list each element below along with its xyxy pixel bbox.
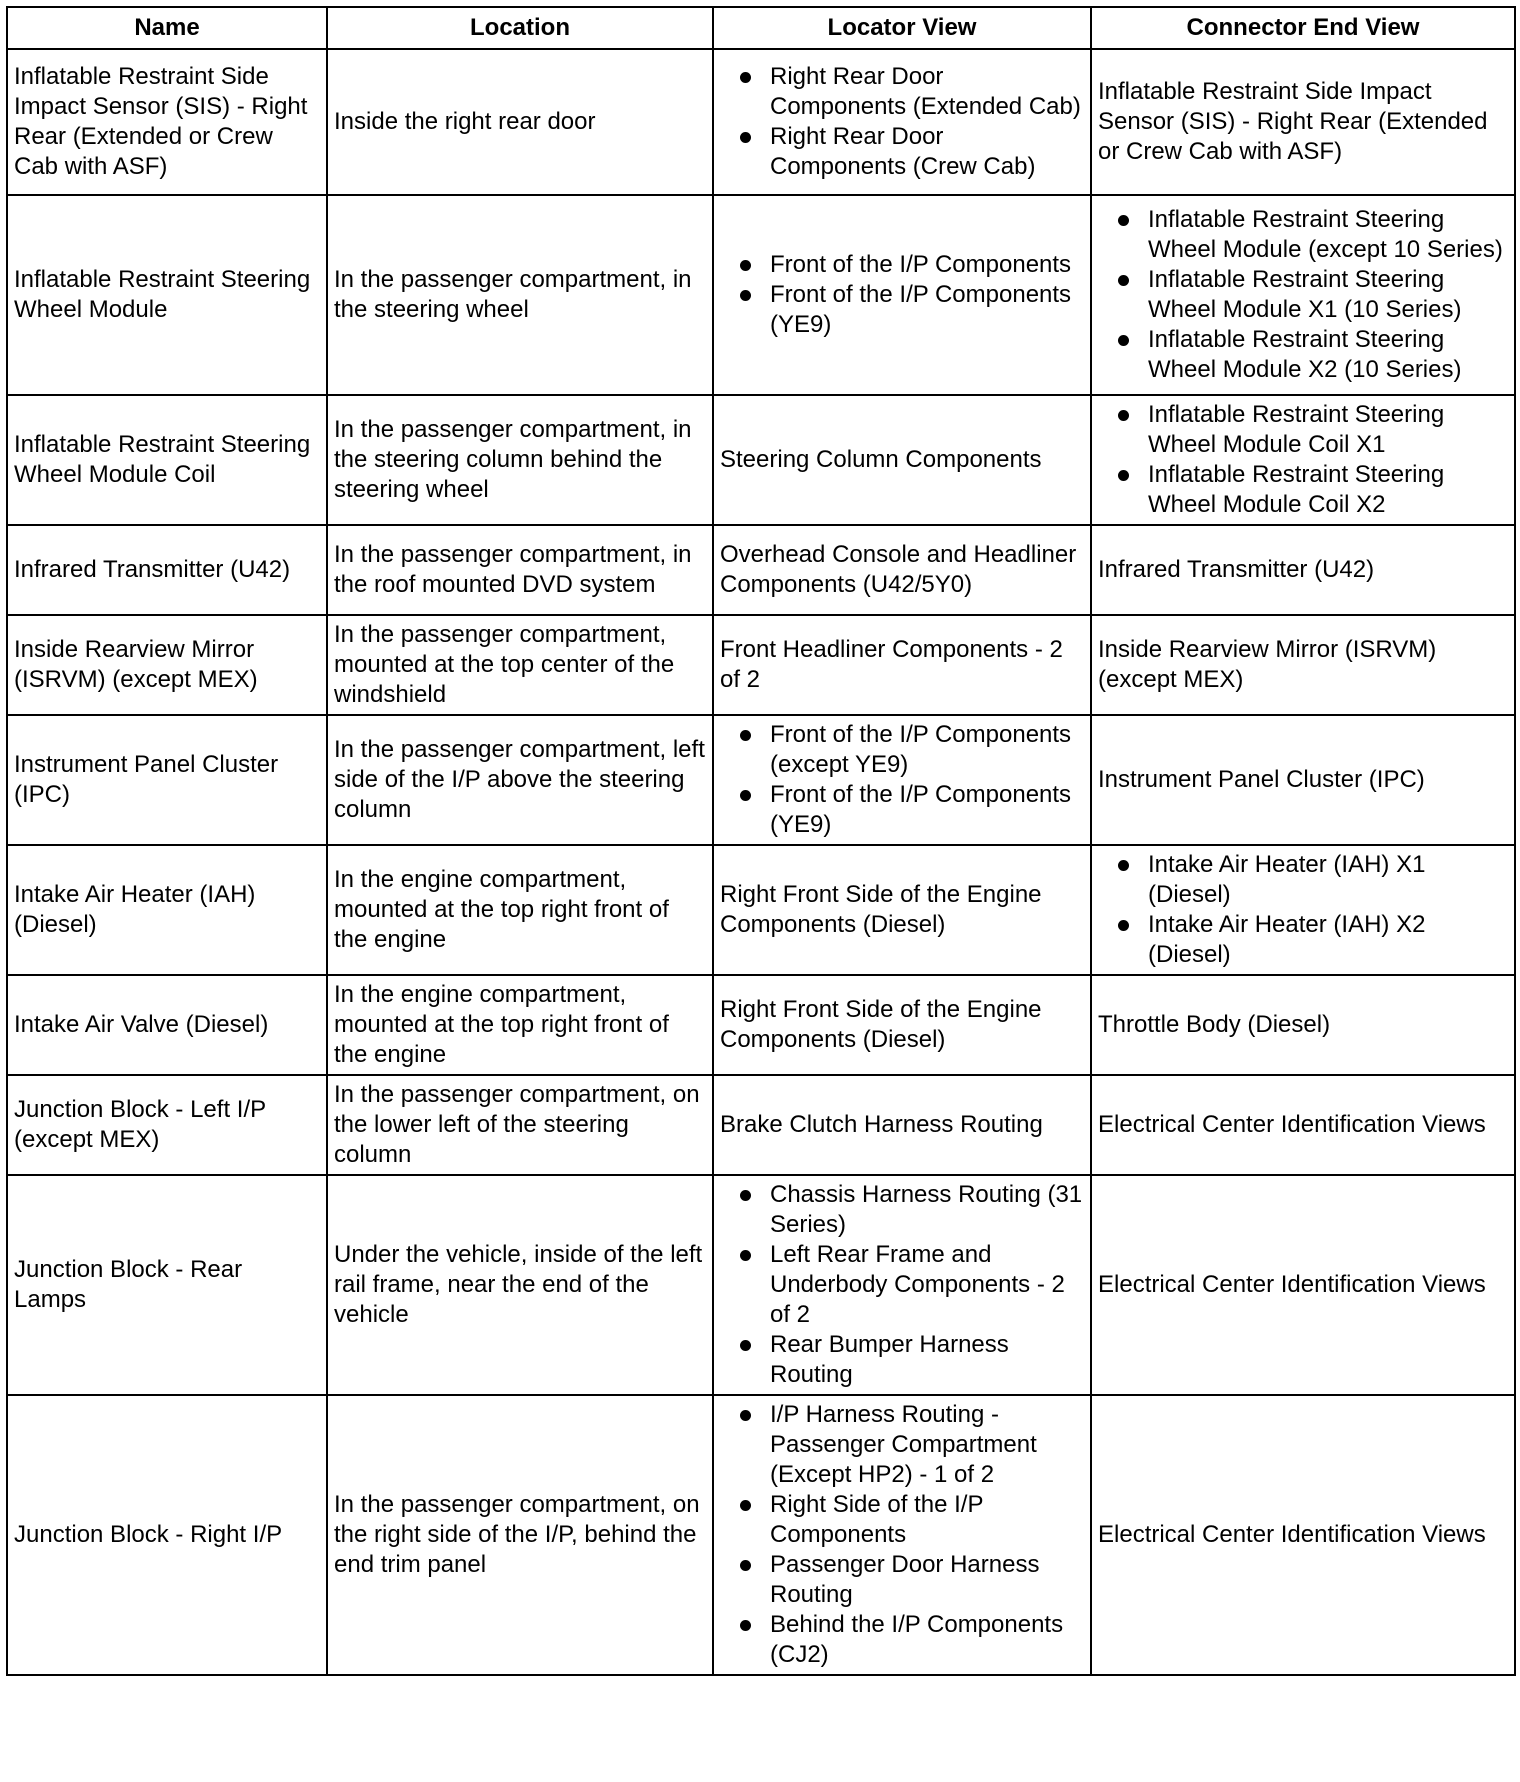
connector-end-view-cell: Electrical Center Identification Views: [1091, 1395, 1515, 1675]
name-cell: Inflatable Restraint Steering Wheel Module Coil: [7, 395, 327, 525]
connector-end-view-cell-list: [1098, 400, 1508, 520]
locator-view-cell: Brake Clutch Harness Routing: [713, 1075, 1091, 1175]
bullet-item: Front of the I/P Components: [720, 250, 1084, 280]
connector-end-view-cell: [1091, 845, 1515, 975]
bullet-item: Right Rear Door Components (Extended Cab): [720, 62, 1084, 122]
name-cell: Junction Block - Right I/P: [7, 1395, 327, 1675]
locator-view-cell-list: [720, 250, 1084, 340]
name-cell: Intake Air Heater (IAH) (Diesel): [7, 845, 327, 975]
connector-end-view-cell: [1091, 395, 1515, 525]
table-row: [7, 1175, 1515, 1395]
connector-end-view-cell: Inflatable Restraint Side Impact Sensor (SIS) - Right Rear (Extended or Crew Cab with ASF): [1091, 49, 1515, 195]
bullet-item: Passenger Door Harness Routing: [720, 1550, 1084, 1610]
bullet-item: Behind the I/P Components (CJ2): [720, 1610, 1084, 1670]
connector-end-view-cell-list: [1098, 850, 1508, 970]
name-cell: Inflatable Restraint Steering Wheel Module: [7, 195, 327, 395]
bullet-item: Inflatable Restraint Steering Wheel Module X2 (10 Series): [1098, 325, 1508, 385]
table-row: [7, 525, 1515, 615]
locator-view-cell: Right Front Side of the Engine Components (Diesel): [713, 975, 1091, 1075]
bullet-item: Right Rear Door Components (Crew Cab): [720, 122, 1084, 182]
locator-view-cell-list: [720, 1180, 1084, 1390]
header-connector-end-view: Connector End View: [1091, 7, 1515, 49]
location-cell: Under the vehicle, inside of the left rail frame, near the end of the vehicle: [327, 1175, 713, 1395]
connector-end-view-cell: Instrument Panel Cluster (IPC): [1091, 715, 1515, 845]
location-cell: In the passenger compartment, in the steering wheel: [327, 195, 713, 395]
header-name: Name: [7, 7, 327, 49]
location-cell: In the passenger compartment, on the lower left of the steering column: [327, 1075, 713, 1175]
connector-end-view-cell-list: [1098, 205, 1508, 385]
connector-end-view-cell: Electrical Center Identification Views: [1091, 1175, 1515, 1395]
location-cell: In the engine compartment, mounted at the top right front of the engine: [327, 845, 713, 975]
locator-view-cell: Right Front Side of the Engine Components (Diesel): [713, 845, 1091, 975]
name-cell: Junction Block - Rear Lamps: [7, 1175, 327, 1395]
bullet-item: Inflatable Restraint Steering Wheel Module Coil X2: [1098, 460, 1508, 520]
locator-view-cell-list: [720, 62, 1084, 182]
table-row: [7, 1395, 1515, 1675]
bullet-item: I/P Harness Routing - Passenger Compartment (Except HP2) - 1 of 2: [720, 1400, 1084, 1490]
connector-end-view-cell: Infrared Transmitter (U42): [1091, 525, 1515, 615]
location-cell: In the passenger compartment, in the steering column behind the steering wheel: [327, 395, 713, 525]
locator-view-cell: [713, 195, 1091, 395]
table-row: [7, 715, 1515, 845]
bullet-item: Front of the I/P Components (YE9): [720, 280, 1084, 340]
name-cell: Junction Block - Left I/P (except MEX): [7, 1075, 327, 1175]
bullet-item: Left Rear Frame and Underbody Components - 2 of 2: [720, 1240, 1084, 1330]
bullet-item: Inflatable Restraint Steering Wheel Module Coil X1: [1098, 400, 1508, 460]
name-cell: Instrument Panel Cluster (IPC): [7, 715, 327, 845]
locator-view-cell: [713, 1175, 1091, 1395]
connector-end-view-cell: Electrical Center Identification Views: [1091, 1075, 1515, 1175]
table-row: [7, 49, 1515, 195]
name-cell: Infrared Transmitter (U42): [7, 525, 327, 615]
connector-end-view-cell: Throttle Body (Diesel): [1091, 975, 1515, 1075]
locator-view-cell: [713, 49, 1091, 195]
locator-view-cell: Front Headliner Components - 2 of 2: [713, 615, 1091, 715]
locator-view-cell-list: [720, 1400, 1084, 1670]
component-locator-table: [6, 6, 1516, 1676]
location-cell: Inside the right rear door: [327, 49, 713, 195]
locator-view-cell-list: [720, 720, 1084, 840]
location-cell: In the passenger compartment, left side of the I/P above the steering column: [327, 715, 713, 845]
bullet-item: Intake Air Heater (IAH) X2 (Diesel): [1098, 910, 1508, 970]
table-container: [6, 6, 1516, 1676]
bullet-item: Front of the I/P Components (YE9): [720, 780, 1084, 840]
table-row: [7, 615, 1515, 715]
table-row: [7, 195, 1515, 395]
location-cell: In the passenger compartment, mounted at the top center of the windshield: [327, 615, 713, 715]
bullet-item: Inflatable Restraint Steering Wheel Module X1 (10 Series): [1098, 265, 1508, 325]
location-cell: In the passenger compartment, in the roof mounted DVD system: [327, 525, 713, 615]
bullet-item: Rear Bumper Harness Routing: [720, 1330, 1084, 1390]
header-locator-view: Locator View: [713, 7, 1091, 49]
bullet-item: Front of the I/P Components (except YE9): [720, 720, 1084, 780]
bullet-item: Chassis Harness Routing (31 Series): [720, 1180, 1084, 1240]
bullet-item: Intake Air Heater (IAH) X1 (Diesel): [1098, 850, 1508, 910]
header-location: Location: [327, 7, 713, 49]
locator-view-cell: Overhead Console and Headliner Components (U42/5Y0): [713, 525, 1091, 615]
location-cell: In the engine compartment, mounted at the top right front of the engine: [327, 975, 713, 1075]
table-row: [7, 395, 1515, 525]
name-cell: Intake Air Valve (Diesel): [7, 975, 327, 1075]
table-row: [7, 975, 1515, 1075]
table-row: [7, 845, 1515, 975]
locator-view-cell: [713, 1395, 1091, 1675]
connector-end-view-cell: Inside Rearview Mirror (ISRVM) (except MEX): [1091, 615, 1515, 715]
name-cell: Inside Rearview Mirror (ISRVM) (except MEX): [7, 615, 327, 715]
bullet-item: Inflatable Restraint Steering Wheel Module (except 10 Series): [1098, 205, 1508, 265]
connector-end-view-cell: [1091, 195, 1515, 395]
table-row: [7, 1075, 1515, 1175]
bullet-item: Right Side of the I/P Components: [720, 1490, 1084, 1550]
locator-view-cell: Steering Column Components: [713, 395, 1091, 525]
header-row: [7, 7, 1515, 49]
name-cell: Inflatable Restraint Side Impact Sensor (SIS) - Right Rear (Extended or Crew Cab with ASF): [7, 49, 327, 195]
locator-view-cell: [713, 715, 1091, 845]
location-cell: In the passenger compartment, on the right side of the I/P, behind the end trim panel: [327, 1395, 713, 1675]
